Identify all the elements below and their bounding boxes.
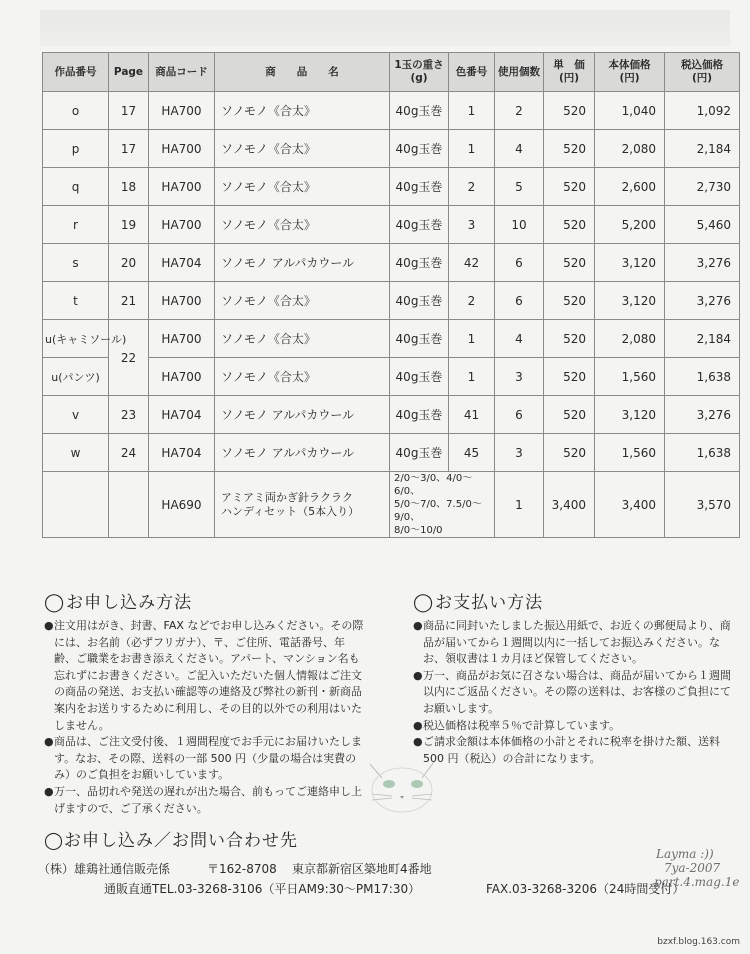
signature bbox=[640, 848, 739, 888]
cell-count: 3 bbox=[495, 434, 544, 472]
cell-base: 1,040 bbox=[595, 92, 665, 130]
cell-weight: 40g玉巻 bbox=[390, 396, 449, 434]
signature-line: Layma :)) bbox=[656, 847, 714, 861]
bullet-icon: ● bbox=[413, 668, 423, 682]
payment-title: ◯お支払い方法 bbox=[413, 592, 544, 613]
table-row bbox=[43, 434, 740, 472]
cell-tax: 1,092 bbox=[665, 92, 740, 130]
cell-work: u(キャミソール) bbox=[43, 320, 109, 358]
cell-page bbox=[109, 472, 149, 538]
cell-count: 6 bbox=[495, 244, 544, 282]
col-code: 商品コード bbox=[149, 53, 215, 92]
list-item: ●ご請求金額は本体価格の小計とそれに税率を掛けた額、送料500 円（税込）の合計になります。 bbox=[413, 735, 720, 765]
cell-count: 4 bbox=[495, 320, 544, 358]
cell-code: HA704 bbox=[149, 396, 215, 434]
contact-row-phone bbox=[44, 879, 744, 899]
cell-code: HA700 bbox=[149, 320, 215, 358]
cell-name: ソノモノ《合太》 bbox=[215, 320, 390, 358]
cell-weight: 40g玉巻 bbox=[390, 130, 449, 168]
cell-count: 6 bbox=[495, 282, 544, 320]
cell-page: 23 bbox=[109, 396, 149, 434]
cell-color: 1 bbox=[449, 358, 495, 396]
contact-title: ◯お申し込み／お問い合わせ先 bbox=[44, 831, 299, 851]
table-row bbox=[43, 92, 740, 130]
table-row bbox=[43, 472, 740, 538]
cell-color: 1 bbox=[449, 130, 495, 168]
signature-line: 7ya-2007 bbox=[664, 861, 721, 875]
fax-number: FAX.03-3268-3206（24時間受付） bbox=[486, 882, 685, 896]
cell-work: s bbox=[43, 244, 109, 282]
cell-name: ソノモノ アルパカウール bbox=[215, 434, 390, 472]
cell-name: ソノモノ《合太》 bbox=[215, 130, 390, 168]
cell-count: 4 bbox=[495, 130, 544, 168]
bullet-icon: ● bbox=[44, 784, 54, 798]
cell-work: p bbox=[43, 130, 109, 168]
cell-tax: 3,276 bbox=[665, 244, 740, 282]
cat-face-icon bbox=[362, 756, 442, 816]
circle-mark: ◯ bbox=[413, 592, 435, 613]
cell-name: ソノモノ アルパカウール bbox=[215, 244, 390, 282]
cell-tax: 1,638 bbox=[665, 434, 740, 472]
list-item: ●万一、商品がお気に召さない場合は、商品が届いてから１週間以内にご返品ください。その際の送料は、お客様のご負担にてお願いします。 bbox=[413, 668, 731, 715]
order-table bbox=[42, 52, 740, 538]
cell-name: ソノモノ《合太》 bbox=[215, 206, 390, 244]
table-row bbox=[43, 244, 740, 282]
cell-unit: 520 bbox=[544, 282, 595, 320]
cell-count: 2 bbox=[495, 92, 544, 130]
cell-count: 3 bbox=[495, 358, 544, 396]
cell-unit: 520 bbox=[544, 434, 595, 472]
contact-row-address bbox=[38, 859, 744, 879]
cell-tax: 1,638 bbox=[665, 358, 740, 396]
cell-base: 3,120 bbox=[595, 282, 665, 320]
cell-page: 18 bbox=[109, 168, 149, 206]
cell-base: 1,560 bbox=[595, 358, 665, 396]
payment-section bbox=[413, 592, 731, 767]
col-unit-price: 単 価 (円) bbox=[544, 53, 595, 92]
cell-unit: 520 bbox=[544, 206, 595, 244]
cell-page: 21 bbox=[109, 282, 149, 320]
cell-code: HA704 bbox=[149, 244, 215, 282]
cell-name: ソノモノ《合太》 bbox=[215, 282, 390, 320]
cell-color: 3 bbox=[449, 206, 495, 244]
cell-page: 22 bbox=[109, 320, 149, 396]
cell-page: 19 bbox=[109, 206, 149, 244]
col-color: 色番号 bbox=[449, 53, 495, 92]
cell-work bbox=[43, 472, 109, 538]
cell-color: 2 bbox=[449, 168, 495, 206]
cell-color: 42 bbox=[449, 244, 495, 282]
cell-unit: 520 bbox=[544, 168, 595, 206]
col-work-no: 作品番号 bbox=[43, 53, 109, 92]
cell-unit: 520 bbox=[544, 130, 595, 168]
circle-mark: ◯ bbox=[44, 592, 66, 613]
cell-page: 17 bbox=[109, 130, 149, 168]
cell-work: r bbox=[43, 206, 109, 244]
cell-base: 2,080 bbox=[595, 320, 665, 358]
cell-weight: 40g玉巻 bbox=[390, 434, 449, 472]
apply-title: ◯お申し込み方法 bbox=[44, 592, 193, 613]
cell-unit: 520 bbox=[544, 358, 595, 396]
cell-base: 2,080 bbox=[595, 130, 665, 168]
bullet-icon: ● bbox=[44, 619, 54, 632]
cell-name: アミアミ両かぎ針ラクラク ハンディセット（5本入り） bbox=[215, 472, 390, 538]
cell-unit: 520 bbox=[544, 244, 595, 282]
cell-unit: 520 bbox=[544, 92, 595, 130]
signature-line: part.4.mag.1e bbox=[654, 875, 740, 889]
cell-tax: 2,184 bbox=[665, 320, 740, 358]
cell-color: 41 bbox=[449, 396, 495, 434]
apply-list bbox=[44, 618, 366, 817]
table-row bbox=[43, 168, 740, 206]
cell-base: 5,200 bbox=[595, 206, 665, 244]
cell-tax: 3,276 bbox=[665, 396, 740, 434]
cell-unit: 520 bbox=[544, 320, 595, 358]
cell-tax: 3,570 bbox=[665, 472, 740, 538]
cell-code: HA704 bbox=[149, 434, 215, 472]
col-weight: 1玉の重さ (g) bbox=[390, 53, 449, 92]
col-page: Page bbox=[109, 53, 149, 92]
bullet-icon: ● bbox=[413, 718, 423, 732]
cell-color: 1 bbox=[449, 320, 495, 358]
cell-weight: 40g玉巻 bbox=[390, 244, 449, 282]
cell-page: 24 bbox=[109, 434, 149, 472]
col-count: 使用個数 bbox=[495, 53, 544, 92]
apply-section bbox=[44, 592, 366, 817]
circle-mark: ◯ bbox=[44, 831, 65, 851]
cell-count: 5 bbox=[495, 168, 544, 206]
cell-name: ソノモノ アルパカウール bbox=[215, 396, 390, 434]
cell-unit: 520 bbox=[544, 396, 595, 434]
cell-name: ソノモノ《合太》 bbox=[215, 168, 390, 206]
cell-color: 1 bbox=[449, 92, 495, 130]
cell-work: t bbox=[43, 282, 109, 320]
cell-tax: 5,460 bbox=[665, 206, 740, 244]
table-row bbox=[43, 282, 740, 320]
list-item: ●注文用はがき、封書、FAX などでお申し込みください。その際には、お名前（必ずフリガナ）、〒、ご住所、電話番号、年齢、ご職業をお書き添えください。アパート、マンション名も忘れずにお書きください。ご記入いただいた個人情報はご注文の商品の発送、お支払い確認等の連絡及び弊社の新刊・新商品案内をお送りするために利用し、その目的以外での利用はいたしません。 bbox=[44, 619, 364, 732]
cell-page: 20 bbox=[109, 244, 149, 282]
company-name: （株）雄鶏社通信販売係 bbox=[38, 862, 171, 876]
cell-weight: 40g玉巻 bbox=[390, 282, 449, 320]
cell-work: v bbox=[43, 396, 109, 434]
cell-base: 1,560 bbox=[595, 434, 665, 472]
cell-weight: 40g玉巻 bbox=[390, 206, 449, 244]
cell-code: HA700 bbox=[149, 206, 215, 244]
cell-code: HA700 bbox=[149, 92, 215, 130]
cell-code: HA700 bbox=[149, 168, 215, 206]
tel-number: 通販直通TEL.03-3268-3106（平日AM9:30〜PM17:30） bbox=[104, 882, 421, 896]
cell-weight: 40g玉巻 bbox=[390, 358, 449, 396]
cell-weight: 2/0〜3/0、4/0〜6/0、 5/0〜7/0、7.5/0〜9/0、 8/0〜10/0 bbox=[390, 472, 495, 538]
cell-tax: 2,730 bbox=[665, 168, 740, 206]
postal-code: 〒162-8708 bbox=[207, 862, 277, 876]
col-name: 商 品 名 bbox=[215, 53, 390, 92]
cell-code: HA700 bbox=[149, 130, 215, 168]
cell-weight: 40g玉巻 bbox=[390, 168, 449, 206]
list-item: ●商品は、ご注文受付後、１週間程度でお手元にお届けいたします。なお、その際、送料の一部 500 円（少量の場合は実費のみ）のご負担をお願いしています。 bbox=[44, 735, 362, 782]
cell-name: ソノモノ《合太》 bbox=[215, 358, 390, 396]
header-band bbox=[40, 10, 730, 46]
cell-color: 2 bbox=[449, 282, 495, 320]
cell-code: HA690 bbox=[149, 472, 215, 538]
cell-count: 1 bbox=[495, 472, 544, 538]
cell-base: 2,600 bbox=[595, 168, 665, 206]
contact-section bbox=[38, 826, 744, 899]
cell-name: ソノモノ《合太》 bbox=[215, 92, 390, 130]
payment-list bbox=[413, 618, 731, 767]
cell-code: HA700 bbox=[149, 282, 215, 320]
cell-weight: 40g玉巻 bbox=[390, 92, 449, 130]
table-header-row bbox=[43, 53, 740, 92]
bullet-icon: ● bbox=[413, 619, 423, 632]
cell-base: 3,120 bbox=[595, 396, 665, 434]
bullet-icon: ● bbox=[44, 735, 54, 749]
cell-color: 45 bbox=[449, 434, 495, 472]
cell-base: 3,120 bbox=[595, 244, 665, 282]
cell-work: w bbox=[43, 434, 109, 472]
list-item: ●万一、品切れや発送の遅れが出た場合、前もってご連絡申し上げますので、ご了承ください。 bbox=[44, 784, 362, 815]
table-row bbox=[43, 206, 740, 244]
list-item: ●税込価格は税率５％で計算しています。 bbox=[413, 718, 731, 735]
bullet-icon: ● bbox=[413, 735, 423, 749]
cell-weight: 40g玉巻 bbox=[390, 320, 449, 358]
cell-unit: 3,400 bbox=[544, 472, 595, 538]
table-row bbox=[43, 396, 740, 434]
table-row bbox=[43, 320, 740, 358]
table-row bbox=[43, 130, 740, 168]
cell-tax: 2,184 bbox=[665, 130, 740, 168]
col-tax-price: 税込価格 (円) bbox=[665, 53, 740, 92]
list-item: ●商品に同封いたしました振込用紙で、お近くの郵便局より、商品が届いてから１週間以内に一括してお振込みください。なお、領収書は１カ月ほど保管してください。 bbox=[413, 619, 731, 666]
address: 東京都新宿区築地町4番地 bbox=[292, 862, 432, 876]
cell-count: 10 bbox=[495, 206, 544, 244]
cell-tax: 3,276 bbox=[665, 282, 740, 320]
footer-url: bzxf.blog.163.com bbox=[657, 937, 740, 947]
cell-work: u(パンツ) bbox=[43, 358, 109, 396]
col-base-price: 本体価格 (円) bbox=[595, 53, 665, 92]
cell-base: 3,400 bbox=[595, 472, 665, 538]
cell-work: q bbox=[43, 168, 109, 206]
cell-code: HA700 bbox=[149, 358, 215, 396]
cell-count: 6 bbox=[495, 396, 544, 434]
cell-work: o bbox=[43, 92, 109, 130]
cell-page: 17 bbox=[109, 92, 149, 130]
